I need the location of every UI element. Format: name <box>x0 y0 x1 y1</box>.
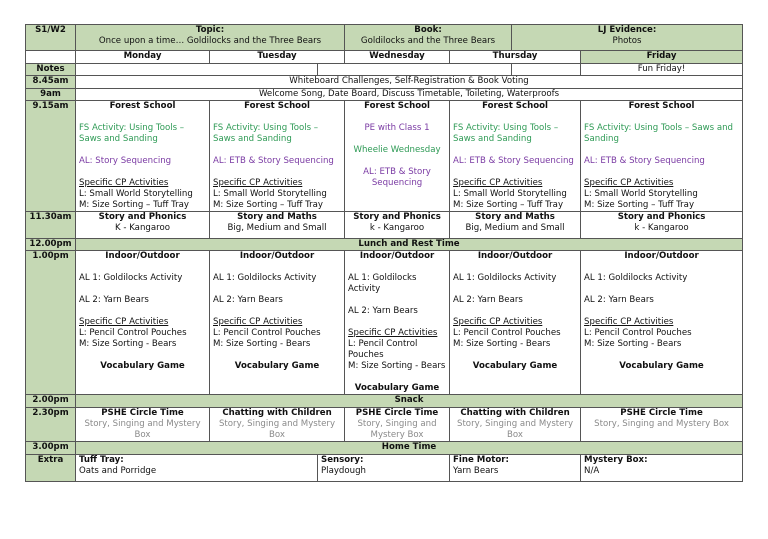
lesson-sub: k - Kangaroo <box>634 223 689 233</box>
lesson-tuesday <box>210 212 345 239</box>
al2-text: AL 2: Yarn Bears <box>213 295 283 305</box>
mystery-box-label: Mystery Box: <box>584 455 648 465</box>
al2-text: AL 2: Yarn Bears <box>348 306 418 316</box>
forest-title: Forest School <box>628 101 695 111</box>
corner-cell <box>26 51 76 64</box>
notes-label: Notes <box>26 64 76 76</box>
lesson-friday <box>581 212 743 239</box>
week-label: S1/W2 <box>26 25 76 51</box>
al-text: AL: ETB & Story Sequencing <box>363 167 431 188</box>
cp-l: L: Pencil Control Pouches <box>79 328 187 338</box>
sensory-cell <box>318 455 450 482</box>
tuff-tray-cell <box>76 455 318 482</box>
lesson-monday <box>76 212 210 239</box>
afternoon-title: Indoor/Outdoor <box>477 251 553 261</box>
time-915: 9.15am <box>26 101 76 212</box>
cp-heading: Specific CP Activities <box>213 178 303 188</box>
sensory-label: Sensory: <box>321 455 364 465</box>
notes-row <box>26 64 743 76</box>
al2-text: AL 2: Yarn Bears <box>584 295 654 305</box>
fine-motor-cell <box>450 455 581 482</box>
tuff-tray-label: Tuff Tray: <box>79 455 124 465</box>
cp-l: L: Small World Storytelling <box>453 189 567 199</box>
fs-activity: FS Activity: Using Tools – Saws and Sanding <box>584 123 733 144</box>
row-845 <box>26 76 743 89</box>
cp-l: L: Small World Storytelling <box>213 189 327 199</box>
day-tuesday: Tuesday <box>210 51 345 64</box>
circle-sub: Story, Singing and Mystery Box <box>357 419 437 440</box>
cp-m: M: Size Sorting - Bears <box>79 339 177 349</box>
time-9: 9am <box>26 89 76 101</box>
forest-title: Forest School <box>482 101 548 111</box>
day-thursday: Thursday <box>450 51 581 64</box>
time-300: 3.00pm <box>26 442 76 455</box>
cp-m: M: Size Sorting - Bears <box>453 339 551 349</box>
topic-value: Once upon a time… Goldilocks and the Three Bears <box>98 36 322 46</box>
al1-text: AL 1: Goldilocks Activity <box>79 273 183 283</box>
lesson-wednesday <box>345 212 450 239</box>
al-text: AL: ETB & Story Sequencing <box>213 156 334 166</box>
notes-mid <box>318 64 512 76</box>
al-text: AL: ETB & Story Sequencing <box>453 156 574 166</box>
tuff-tray-value: Oats and Porridge <box>79 466 157 476</box>
forest-friday <box>581 101 743 212</box>
lj-cell <box>512 25 743 51</box>
circle-title: Chatting with Children <box>222 408 332 418</box>
cp-heading: Specific CP Activities <box>453 178 543 188</box>
cp-m: M: Size Sorting - Bears <box>213 339 311 349</box>
book-label: Book: <box>414 25 442 35</box>
lj-label: LJ Evidence: <box>597 25 657 35</box>
pe-text: PE with Class 1 <box>364 123 430 133</box>
row-300-text: Home Time <box>76 442 743 455</box>
circle-tuesday <box>210 408 345 442</box>
circle-thursday <box>450 408 581 442</box>
book-cell <box>345 25 512 51</box>
weekly-planner <box>25 24 742 482</box>
time-100: 1.00pm <box>26 251 76 395</box>
cp-heading: Specific CP Activities <box>584 178 674 188</box>
circle-title: PSHE Circle Time <box>355 408 439 418</box>
extra-label: Extra <box>26 455 76 482</box>
circle-sub: Story, Singing and Mystery Box <box>594 419 729 429</box>
forest-thursday <box>450 101 581 212</box>
day-monday: Monday <box>76 51 210 64</box>
fine-motor-label: Fine Motor: <box>453 455 509 465</box>
cp-heading: Specific CP Activities <box>213 317 303 327</box>
fine-motor-value: Yarn Bears <box>453 466 499 476</box>
forest-wednesday <box>345 101 450 212</box>
book-value: Goldilocks and the Three Bears <box>360 36 496 46</box>
mystery-box-cell <box>581 455 743 482</box>
afternoon-title: Indoor/Outdoor <box>624 251 699 261</box>
cp-l: L: Pencil Control Pouches <box>584 328 692 338</box>
circle-wednesday <box>345 408 450 442</box>
lesson-title: Story and Phonics <box>353 212 441 222</box>
circle-sub: Story, Singing and Mystery Box <box>456 419 574 440</box>
extra-row <box>26 455 743 482</box>
circle-title: PSHE Circle Time <box>101 408 184 418</box>
vocab-game: Vocabulary Game <box>619 361 704 371</box>
afternoon-wednesday <box>345 251 450 395</box>
lesson-sub: Big, Medium and Small <box>465 223 565 233</box>
circle-sub: Story, Singing and Mystery Box <box>84 419 201 440</box>
cp-m: M: Size Sorting - Bears <box>348 361 446 371</box>
cp-m: M: Size Sorting – Tuff Tray <box>79 200 189 210</box>
circle-title: PSHE Circle Time <box>620 408 703 418</box>
day-friday: Friday <box>581 51 743 64</box>
forest-title: Forest School <box>364 101 430 111</box>
row-300 <box>26 442 743 455</box>
row-230 <box>26 408 743 442</box>
vocab-game: Vocabulary Game <box>100 361 185 371</box>
circle-sub: Story, Singing and Mystery Box <box>218 419 336 440</box>
topic-label: Topic: <box>195 25 225 35</box>
lesson-sub: Big, Medium and Small <box>227 223 327 233</box>
al1-text: AL 1: Goldilocks Activity <box>453 273 557 283</box>
time-845: 8.45am <box>26 76 76 89</box>
al-text: AL: Story Sequencing <box>79 156 172 166</box>
time-1200: 12.00pm <box>26 239 76 251</box>
al-text: AL: ETB & Story Sequencing <box>584 156 705 166</box>
sensory-value: Playdough <box>321 466 366 476</box>
circle-monday <box>76 408 210 442</box>
lesson-title: Story and Phonics <box>617 212 706 222</box>
lesson-title: Story and Maths <box>237 212 317 222</box>
row-1200-text: Lunch and Rest Time <box>76 239 743 251</box>
cp-m: M: Size Sorting – Tuff Tray <box>584 200 695 210</box>
al1-text: AL 1: Goldilocks Activity <box>348 273 417 294</box>
fs-activity: FS Activity: Using Tools – Saws and Sanding <box>213 123 319 144</box>
al1-text: AL 1: Goldilocks Activity <box>584 273 688 283</box>
forest-title: Forest School <box>244 101 310 111</box>
days-row <box>26 51 743 64</box>
row-845-text: Whiteboard Challenges, Self-Registration & Book Voting <box>76 76 743 89</box>
time-1130: 11.30am <box>26 212 76 239</box>
cp-m: M: Size Sorting - Bears <box>584 339 682 349</box>
lesson-title: Story and Maths <box>475 212 555 222</box>
row-1130 <box>26 212 743 239</box>
afternoon-title: Indoor/Outdoor <box>359 251 435 261</box>
afternoon-monday <box>76 251 210 395</box>
time-230: 2.30pm <box>26 408 76 442</box>
fs-activity: FS Activity: Using Tools – Saws and Sanding <box>79 123 185 144</box>
afternoon-thursday <box>450 251 581 395</box>
lesson-thursday <box>450 212 581 239</box>
wheelie-text: Wheelie Wednesday <box>353 145 441 155</box>
cp-l: L: Small World Storytelling <box>584 189 698 199</box>
cp-heading: Specific CP Activities <box>453 317 543 327</box>
row-1200 <box>26 239 743 251</box>
row-100 <box>26 251 743 395</box>
cp-heading: Specific CP Activities <box>79 178 169 188</box>
cp-heading: Specific CP Activities <box>348 328 438 338</box>
notes-friday: Fun Friday! <box>581 64 743 76</box>
topic-cell <box>76 25 345 51</box>
row-200-text: Snack <box>76 395 743 408</box>
vocab-game: Vocabulary Game <box>234 361 320 371</box>
mystery-box-value: N/A <box>584 466 600 476</box>
afternoon-friday <box>581 251 743 395</box>
lesson-sub: K - Kangaroo <box>115 223 170 233</box>
notes-mon <box>76 64 318 76</box>
afternoon-title: Indoor/Outdoor <box>239 251 315 261</box>
cp-m: M: Size Sorting – Tuff Tray <box>213 200 323 210</box>
cp-heading: Specific CP Activities <box>79 317 169 327</box>
header-row <box>26 25 743 51</box>
forest-monday <box>76 101 210 212</box>
time-200: 2.00pm <box>26 395 76 408</box>
afternoon-tuesday <box>210 251 345 395</box>
cp-m: M: Size Sorting – Tuff Tray <box>453 200 564 210</box>
planner-table <box>25 24 743 482</box>
al2-text: AL 2: Yarn Bears <box>453 295 523 305</box>
row-9 <box>26 89 743 101</box>
forest-tuesday <box>210 101 345 212</box>
cp-l: L: Small World Storytelling <box>79 189 193 199</box>
afternoon-title: Indoor/Outdoor <box>105 251 180 261</box>
circle-title: Chatting with Children <box>460 408 570 418</box>
vocab-game: Vocabulary Game <box>354 383 440 393</box>
forest-title: Forest School <box>109 101 176 111</box>
cp-l: L: Pencil Control Pouches <box>453 328 561 338</box>
al1-text: AL 1: Goldilocks Activity <box>213 273 317 283</box>
vocab-game: Vocabulary Game <box>472 361 558 371</box>
lesson-sub: k - Kangaroo <box>369 223 425 233</box>
cp-heading: Specific CP Activities <box>584 317 674 327</box>
fs-activity: FS Activity: Using Tools – Saws and Sanding <box>453 123 559 144</box>
row-915 <box>26 101 743 212</box>
cp-l: L: Pencil Control Pouches <box>213 328 321 338</box>
notes-thu <box>512 64 581 76</box>
day-wednesday: Wednesday <box>345 51 450 64</box>
lesson-title: Story and Phonics <box>98 212 187 222</box>
circle-friday <box>581 408 743 442</box>
row-9-text: Welcome Song, Date Board, Discuss Timetable, Toileting, Waterproofs <box>76 89 743 101</box>
cp-l: L: Pencil Control Pouches <box>348 339 418 360</box>
al2-text: AL 2: Yarn Bears <box>79 295 149 305</box>
lj-value: Photos <box>612 36 642 46</box>
row-200 <box>26 395 743 408</box>
